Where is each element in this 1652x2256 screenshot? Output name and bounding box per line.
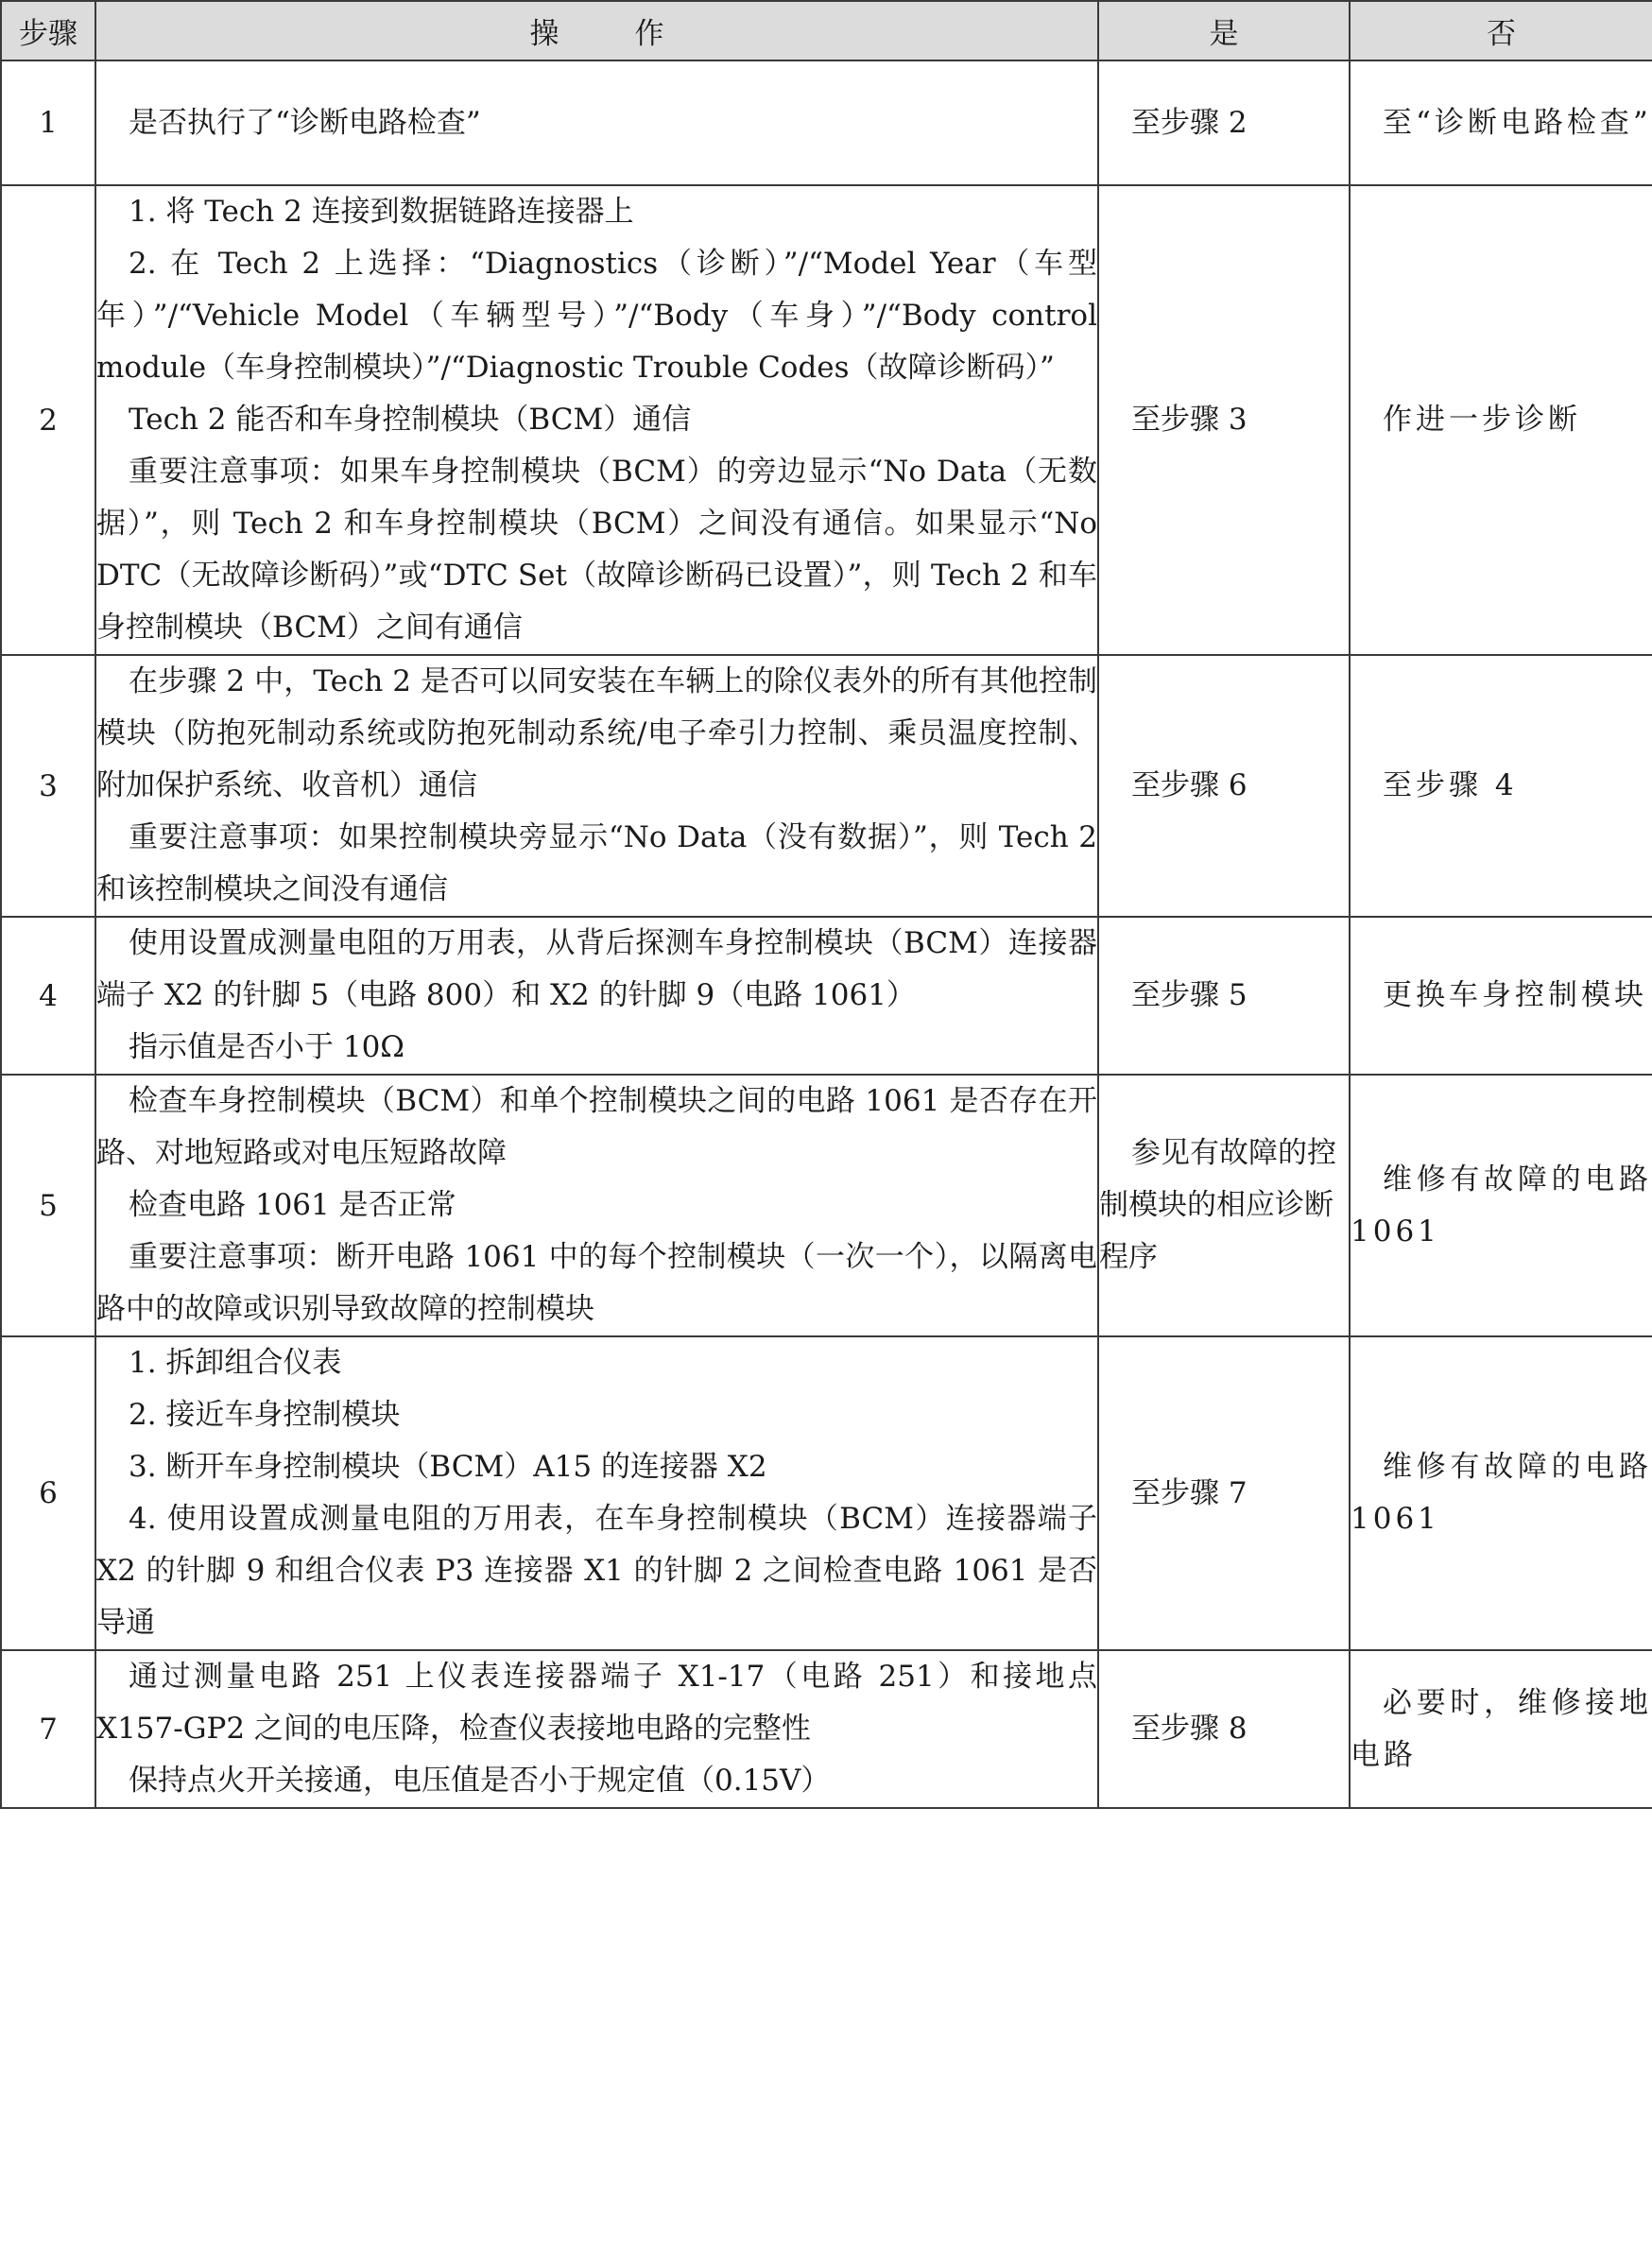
step-number: 2 (1, 185, 95, 655)
operation-text: 使用设置成测量电阻的万用表，从背后探测车身控制模块（BCM）连接器端子 X2 的针脚 5（电路 800）和 X2 的针脚 9（电路 1061） (96, 926, 1097, 1012)
no-text: 至“诊断电路检查” (1383, 105, 1652, 140)
operation-text: 保持点火开关接通，电压值是否小于规定值（0.15V） (129, 1764, 831, 1798)
table-row (1, 917, 1652, 1075)
operation-text: 2. 在 Tech 2 上选择：“Diagnostics（诊断）”/“Model Year（车型年）”/“Vehicle Model（车辆型号）”/“Body（车身）”/“Body control module（车身控制模块）”/“Diagnostic Trouble Codes（故障诊断码）” (96, 247, 1097, 385)
operation-text: 3. 断开车身控制模块（BCM）A15 的连接器 X2 (129, 1450, 767, 1484)
yes-text: 至步骤 5 (1131, 978, 1248, 1012)
yes-cell (1098, 185, 1350, 655)
no-cell (1350, 1650, 1652, 1808)
operation-text: 检查车身控制模块（BCM）和单个控制模块之间的电路 1061 是否存在开路、对地短路或对电压短路故障 (96, 1084, 1097, 1170)
step-number: 3 (1, 655, 95, 917)
no-cell (1350, 60, 1652, 185)
yes-cell (1098, 1075, 1350, 1336)
operation-cell (95, 60, 1098, 185)
step-number: 1 (1, 60, 95, 185)
table-row (1, 1336, 1652, 1650)
operation-text: 1. 拆卸组合仪表 (129, 1346, 342, 1380)
operation-text: 指示值是否小于 10Ω (129, 1030, 405, 1064)
header-no: 否 (1350, 1, 1652, 60)
step-number: 6 (1, 1336, 95, 1650)
operation-text: 在步骤 2 中，Tech 2 是否可以同安装在车辆上的除仪表外的所有其他控制模块（防抱死制动系统或防抱死制动系统/电子牵引力控制、乘员温度控制、附加保护系统、收音机）通信 (96, 664, 1097, 802)
operation-text: 1. 将 Tech 2 连接到数据链路连接器上 (129, 195, 634, 229)
no-cell (1350, 1075, 1652, 1336)
table-header-row (1, 1, 1652, 60)
operation-cell (95, 917, 1098, 1075)
operation-text: 是否执行了“诊断电路检查” (129, 105, 481, 140)
yes-text: 至步骤 3 (1131, 403, 1248, 437)
operation-text: 重要注意事项：断开电路 1061 中的每个控制模块（一次一个），以隔离电路中的故障或识别导致故障的控制模块 (96, 1240, 1097, 1326)
yes-cell (1098, 1650, 1350, 1808)
operation-text: Tech 2 能否和车身控制模块（BCM）通信 (129, 403, 692, 437)
no-cell (1350, 1336, 1652, 1650)
operation-text: 通过测量电路 251 上仪表连接器端子 X1-17（电路 251）和接地点 X157-GP2 之间的电压降，检查仪表接地电路的完整性 (96, 1660, 1097, 1746)
yes-text: 至步骤 7 (1131, 1475, 1248, 1510)
table-row (1, 60, 1652, 185)
yes-text: 至步骤 6 (1131, 768, 1248, 802)
operation-text: 2. 接近车身控制模块 (129, 1398, 401, 1432)
step-number: 4 (1, 917, 95, 1075)
yes-text: 参见有故障的控制模块的相应诊断程序 (1099, 1136, 1336, 1274)
header-step: 步骤 (1, 1, 95, 60)
yes-cell (1098, 917, 1350, 1075)
header-yes: 是 (1098, 1, 1350, 60)
operation-cell (95, 185, 1098, 655)
yes-text: 至步骤 2 (1131, 105, 1248, 140)
no-cell (1350, 655, 1652, 917)
table-row (1, 1075, 1652, 1336)
table-row (1, 185, 1652, 655)
no-text: 必要时，维修接地电路 (1351, 1685, 1652, 1772)
no-text: 至步骤 4 (1383, 768, 1518, 802)
operation-text: 重要注意事项：如果控制模块旁显示“No Data（没有数据）”，则 Tech 2 和该控制模块之间没有通信 (96, 820, 1097, 906)
no-cell (1350, 917, 1652, 1075)
no-text: 作进一步诊断 (1383, 403, 1581, 437)
operation-cell (95, 1336, 1098, 1650)
table-row (1, 1650, 1652, 1808)
no-text: 更换车身控制模块 (1383, 978, 1647, 1012)
header-operation (95, 1, 1098, 60)
no-cell (1350, 185, 1652, 655)
table-row (1, 655, 1652, 917)
yes-text: 至步骤 8 (1131, 1712, 1248, 1746)
operation-text: 检查电路 1061 是否正常 (129, 1188, 456, 1222)
operation-cell (95, 1650, 1098, 1808)
yes-cell (1098, 655, 1350, 917)
step-number: 5 (1, 1075, 95, 1336)
no-text: 维修有故障的电路 1061 (1351, 1162, 1652, 1249)
operation-cell (95, 655, 1098, 917)
operation-cell (95, 1075, 1098, 1336)
operation-text: 4. 使用设置成测量电阻的万用表，在车身控制模块（BCM）连接器端子 X2 的针脚 9 和组合仪表 P3 连接器 X1 的针脚 2 之间检查电路 1061 是否导通 (96, 1502, 1097, 1640)
header-operation-label: 操作 (529, 17, 740, 51)
operation-text: 重要注意事项：如果车身控制模块（BCM）的旁边显示“No Data（无数据）”，则 Tech 2 和车身控制模块（BCM）之间没有通信。如果显示“No DTC（无故障诊断码）”或“DTC Set（故障诊断码已设置）”，则 Tech 2 和车身控制模块（BCM）之间有通信 (96, 455, 1097, 645)
yes-cell (1098, 1336, 1350, 1650)
step-number: 7 (1, 1650, 95, 1808)
no-text: 维修有故障的电路 1061 (1351, 1450, 1652, 1536)
yes-cell (1098, 60, 1350, 185)
